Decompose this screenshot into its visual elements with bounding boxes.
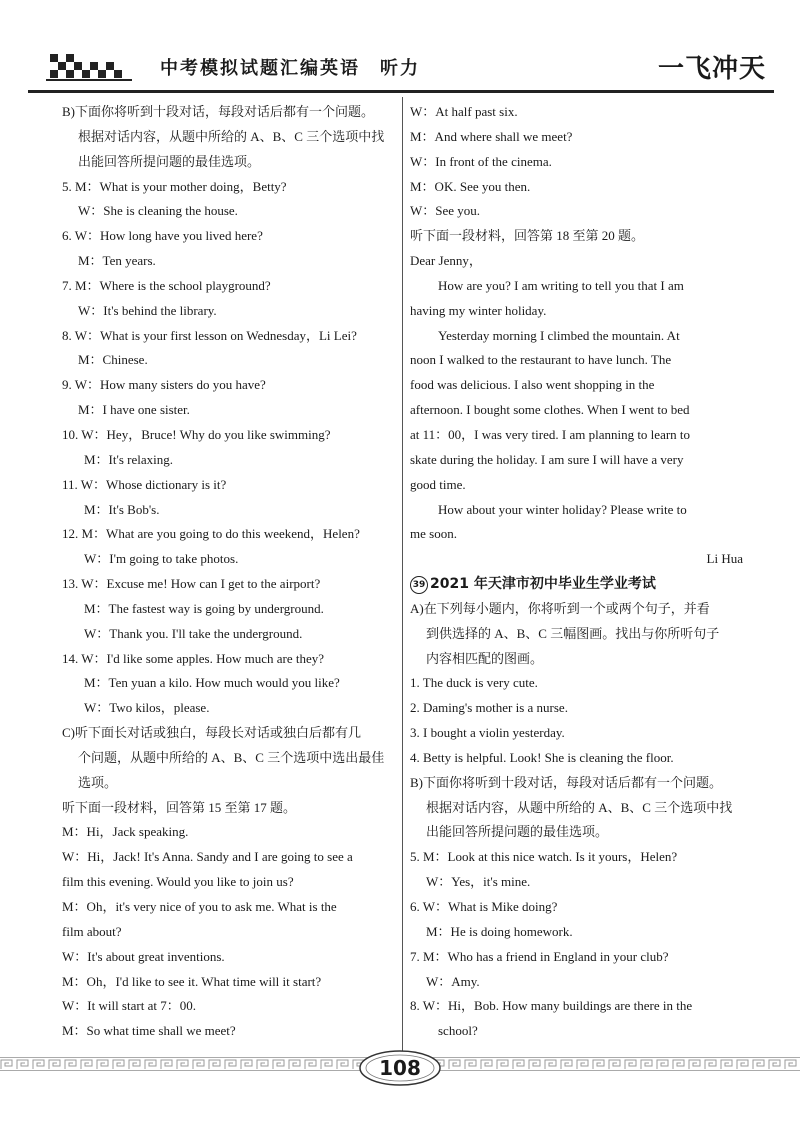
- column-divider: [402, 97, 403, 1052]
- instruction-line: 出能回答所提问题的最佳选项。: [426, 824, 609, 840]
- dialogue-line: 13. W：Excuse me! How can I get to the airport?: [62, 576, 321, 592]
- dialogue-line: W：Yes，it's mine.: [426, 874, 531, 890]
- dialogue-line: W：See you.: [410, 203, 481, 219]
- dialogue-line: M：I have one sister.: [78, 402, 190, 418]
- letter-line: skate during the holiday. I am sure I will have a very: [410, 451, 684, 467]
- dialogue-line: W：I'm going to take photos.: [84, 551, 239, 567]
- dialogue-line: 14. W：I'd like some apples. How much are they?: [62, 650, 325, 666]
- dialogue-line: W：She is cleaning the house.: [78, 203, 238, 219]
- brand-logo: 一飞冲天: [657, 54, 766, 84]
- letter-line: Yesterday morning I climbed the mountain. At: [438, 327, 680, 343]
- dialogue-line: W：It's about great inventions.: [62, 948, 225, 964]
- dialogue-line: 12. M：What are you going to do this weekend，Helen?: [62, 526, 360, 542]
- instruction-line: 个问题，从题中所给的 A、B、C 三个选项中选出最佳: [78, 749, 385, 765]
- question-line: 1. The duck is very cute.: [410, 675, 538, 691]
- dialogue-line: W：In front of the cinema.: [410, 153, 552, 169]
- letter-signature: Li Hua: [706, 551, 743, 567]
- instruction-line: 到供选择的 A、B、C 三幅图画。找出与你所听句子: [426, 625, 720, 641]
- dialogue-line: W：Hi，Jack! It's Anna. Sandy and I are going to see a: [62, 849, 353, 865]
- dialogue-line: W：At half past six.: [410, 104, 518, 119]
- exam-section-heading: [410, 572, 743, 597]
- letter-line: afternoon. I bought some clothes. When I went to bed: [410, 402, 690, 418]
- instruction-line: 根据对话内容，从题中所给的 A、B、C 三个选项中找: [78, 128, 385, 144]
- letter-line: noon I walked to the restaurant to have lunch. The: [410, 352, 672, 368]
- letter-line: How are you? I am writing to tell you that I am: [438, 277, 684, 293]
- page-header: [28, 44, 774, 94]
- instruction-line: 出能回答所提问题的最佳选项。: [78, 153, 261, 169]
- dialogue-line: film about?: [62, 923, 122, 939]
- dialogue-line: M：He is doing homework.: [426, 923, 573, 939]
- section-b-instruction: B)下面你将听到十段对话，每段对话后都有一个问题。: [62, 104, 375, 119]
- letter-line: food was delicious. I also went shopping in the: [410, 377, 655, 393]
- question-line: 4. Betty is helpful. Look! She is cleaning the floor.: [410, 749, 674, 765]
- dialogue-line: film this evening. Would you like to join us?: [62, 874, 294, 890]
- dialogue-line: 9. W：How many sisters do you have?: [62, 377, 266, 393]
- instruction-line: 根据对话内容，从题中所给的 A、B、C 三个选项中找: [426, 799, 733, 815]
- dialogue-line: M：Ten yuan a kilo. How much would you like?: [84, 675, 340, 691]
- dialogue-line: M：OK. See you then.: [410, 178, 531, 194]
- page-number: 108: [379, 1056, 421, 1080]
- dialogue-line: W：It will start at 7：00.: [62, 998, 196, 1014]
- dialogue-line: M：And where shall we meet?: [410, 128, 573, 144]
- letter-line: at 11：00，I was very tired. I am planning to learn to: [410, 426, 691, 442]
- letter-line: having my winter holiday.: [410, 302, 547, 318]
- dialogue-line: M：The fastest way is going by underground.: [84, 600, 324, 616]
- left-column: [62, 100, 397, 1044]
- section-c-instruction: C)听下面长对话或独白，每段长对话或独白后都有几: [62, 725, 362, 741]
- dialogue-line: 5. M：Look at this nice watch. Is it yours，Helen?: [410, 849, 678, 865]
- instruction-line: 选项。: [78, 774, 118, 790]
- checkered-logo-icon: [46, 52, 132, 82]
- dialogue-line: W：It's behind the library.: [78, 302, 217, 318]
- dialogue-line: M：Chinese.: [78, 352, 148, 368]
- question-line: 3. I bought a violin yesterday.: [410, 725, 565, 741]
- letter-line: How about your winter holiday? Please write to: [438, 501, 687, 517]
- dialogue-line: 5. M：What is your mother doing，Betty?: [62, 178, 287, 194]
- material-instruction: 听下面一段材料，回答第 15 至第 17 题。: [62, 799, 297, 815]
- dialogue-line: 8. W：What is your first lesson on Wednesday，Li Lei?: [62, 327, 357, 343]
- dialogue-line: M：Oh，it's very nice of you to ask me. What is the: [62, 899, 337, 914]
- dialogue-line: 11. W：Whose dictionary is it?: [62, 476, 227, 492]
- dialogue-line: 8. W：Hi，Bob. How many buildings are there in the: [410, 998, 693, 1014]
- dialogue-line: 6. W：What is Mike doing?: [410, 899, 558, 914]
- dialogue-line: school?: [438, 1023, 478, 1039]
- section-a-instruction: A)在下列每小题内，你将听到一个或两个句子，并看: [410, 600, 710, 616]
- right-column: [410, 100, 743, 1044]
- page-number-badge: [358, 1048, 442, 1088]
- dialogue-line: W：Two kilos，please.: [84, 700, 210, 716]
- book-title: 中考模拟试题汇编英语 听力: [160, 58, 420, 79]
- question-line: 2. Daming's mother is a nurse.: [410, 700, 568, 716]
- dialogue-line: W：Thank you. I'll take the underground.: [84, 625, 303, 641]
- letter-salutation: Dear Jenny，: [410, 253, 482, 269]
- header-rule: [28, 90, 774, 93]
- dialogue-line: W：Amy.: [426, 973, 480, 989]
- dialogue-line: 7. M：Where is the school playground?: [62, 277, 271, 293]
- letter-line: good time.: [410, 476, 466, 492]
- dialogue-line: M：It's Bob's.: [84, 501, 160, 517]
- dialogue-line: M：Ten years.: [78, 253, 156, 269]
- letter-line: me soon.: [410, 526, 457, 542]
- instruction-line: 内容相匹配的图画。: [426, 650, 544, 666]
- dialogue-line: M：Oh，I'd like to see it. What time will it start?: [62, 973, 322, 989]
- dialogue-line: 6. W：How long have you lived here?: [62, 228, 263, 244]
- material-instruction: 听下面一段材料，回答第 18 至第 20 题。: [410, 228, 645, 244]
- section-number-badge: 39: [410, 576, 428, 594]
- dialogue-line: 10. W：Hey，Bruce! Why do you like swimming?: [62, 426, 331, 442]
- dialogue-line: M：So what time shall we meet?: [62, 1023, 236, 1039]
- dialogue-line: M：It's relaxing.: [84, 451, 173, 467]
- section-b-instruction: B)下面你将听到十段对话，每段对话后都有一个问题。: [410, 774, 723, 790]
- dialogue-line: M：Hi，Jack speaking.: [62, 824, 189, 840]
- dialogue-line: 7. M：Who has a friend in England in your club?: [410, 948, 669, 964]
- exam-section-title: 2021 年天津市初中毕业生学业考试: [430, 576, 656, 593]
